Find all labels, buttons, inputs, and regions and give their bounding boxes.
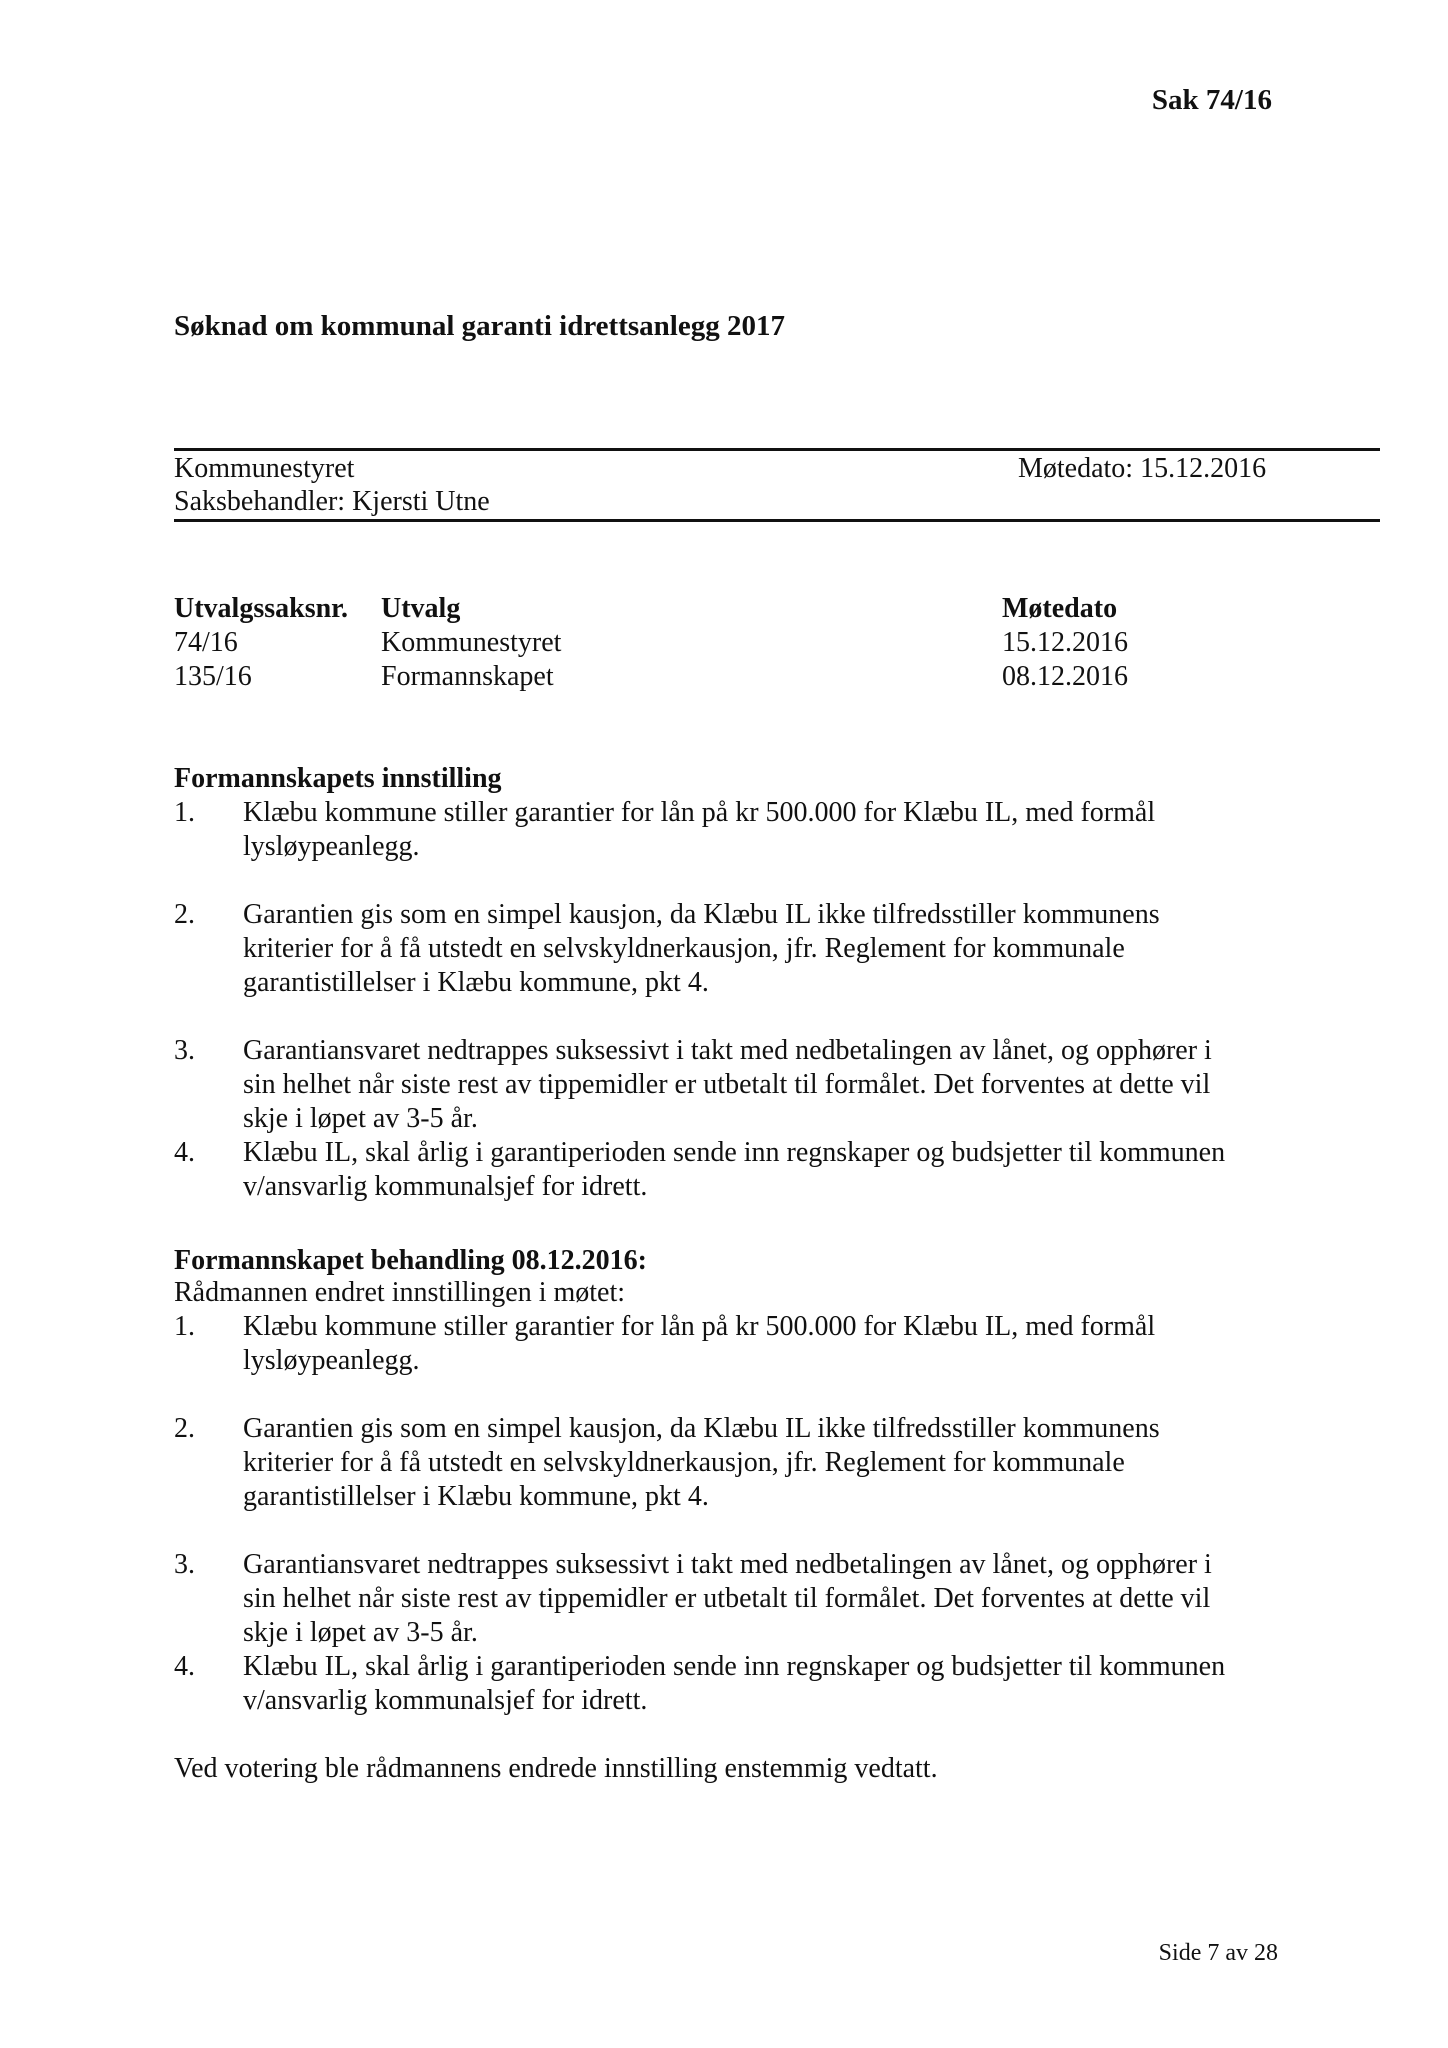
- item-number: 3.: [174, 1035, 195, 1066]
- item-number: 3.: [174, 1549, 195, 1580]
- voting-conclusion: Ved votering ble rådmannens endrede innstilling enstemmig vedtatt.: [174, 1753, 938, 1784]
- col-header-date: Møtedato: [1002, 593, 1118, 624]
- item-line: v/ansvarlig kommunalsjef for idrett.: [243, 1171, 648, 1202]
- item-line: lysløypeanlegg.: [243, 831, 420, 862]
- item-line: sin helhet når siste rest av tippemidler er utbetalt til formålet. Det forventes at dette vil: [243, 1583, 1211, 1614]
- item-line: Garantien gis som en simpel kausjon, da Klæbu IL ikke tilfredsstiller kommunens: [243, 899, 1160, 930]
- case-reference: Sak 74/16: [1151, 84, 1272, 116]
- treatment-heading: Formannskapet behandling 08.12.2016:: [174, 1245, 647, 1276]
- item-line: sin helhet når siste rest av tippemidler er utbetalt til formålet. Det forventes at dette vil: [243, 1069, 1211, 1100]
- table-cell: 08.12.2016: [1002, 661, 1128, 692]
- item-line: kriterier for å få utstedt en selvskyldnerkausjon, jfr. Reglement for kommunale: [243, 1447, 1125, 1478]
- page-number: Side 7 av 28: [1158, 1940, 1278, 1966]
- bottom-rule: [174, 519, 1380, 522]
- item-number: 2.: [174, 1413, 195, 1444]
- item-line: v/ansvarlig kommunalsjef for idrett.: [243, 1685, 648, 1716]
- item-line: Klæbu IL, skal årlig i garantiperioden sende inn regnskaper og budsjetter til kommunen: [243, 1651, 1226, 1682]
- item-number: 1.: [174, 1311, 195, 1342]
- item-number: 4.: [174, 1137, 195, 1168]
- item-line: garantistillelser i Klæbu kommune, pkt 4.: [243, 967, 709, 998]
- col-header-case-number: Utvalgssaksnr.: [174, 593, 349, 624]
- item-number: 2.: [174, 899, 195, 930]
- top-rule: [174, 448, 1380, 451]
- item-line: garantistillelser i Klæbu kommune, pkt 4.: [243, 1481, 709, 1512]
- item-number: 4.: [174, 1651, 195, 1682]
- item-line: Garantiansvaret nedtrappes suksessivt i takt med nedbetalingen av lånet, og opphører i: [243, 1035, 1212, 1066]
- item-line: kriterier for å få utstedt en selvskyldnerkausjon, jfr. Reglement for kommunale: [243, 933, 1125, 964]
- item-line: skje i løpet av 3-5 år.: [243, 1103, 478, 1134]
- item-line: Garantien gis som en simpel kausjon, da Klæbu IL ikke tilfredsstiller kommunens: [243, 1413, 1160, 1444]
- case-handler: Saksbehandler: Kjersti Utne: [174, 486, 490, 517]
- item-line: Klæbu IL, skal årlig i garantiperioden sende inn regnskaper og budsjetter til kommunen: [243, 1137, 1226, 1168]
- treatment-intro: Rådmannen endret innstillingen i møtet:: [174, 1277, 626, 1308]
- item-line: Klæbu kommune stiller garantier for lån på kr 500.000 for Klæbu IL, med formål: [243, 797, 1156, 828]
- item-line: Garantiansvaret nedtrappes suksessivt i takt med nedbetalingen av lånet, og opphører i: [243, 1549, 1212, 1580]
- item-line: lysløypeanlegg.: [243, 1345, 420, 1376]
- table-cell: Formannskapet: [381, 661, 554, 692]
- item-line: skje i løpet av 3-5 år.: [243, 1617, 478, 1648]
- meeting-date: Møtedato: 15.12.2016: [1018, 453, 1267, 484]
- committee-name: Kommunestyret: [174, 453, 355, 484]
- item-line: Klæbu kommune stiller garantier for lån på kr 500.000 for Klæbu IL, med formål: [243, 1311, 1156, 1342]
- document-title: Søknad om kommunal garanti idrettsanlegg 2017: [174, 310, 785, 342]
- col-header-committee: Utvalg: [381, 593, 461, 624]
- table-cell: 15.12.2016: [1002, 627, 1128, 658]
- recommendation-heading: Formannskapets innstilling: [174, 763, 502, 794]
- item-number: 1.: [174, 797, 195, 828]
- table-cell: Kommunestyret: [381, 627, 562, 658]
- table-cell: 74/16: [174, 627, 238, 658]
- table-cell: 135/16: [174, 661, 252, 692]
